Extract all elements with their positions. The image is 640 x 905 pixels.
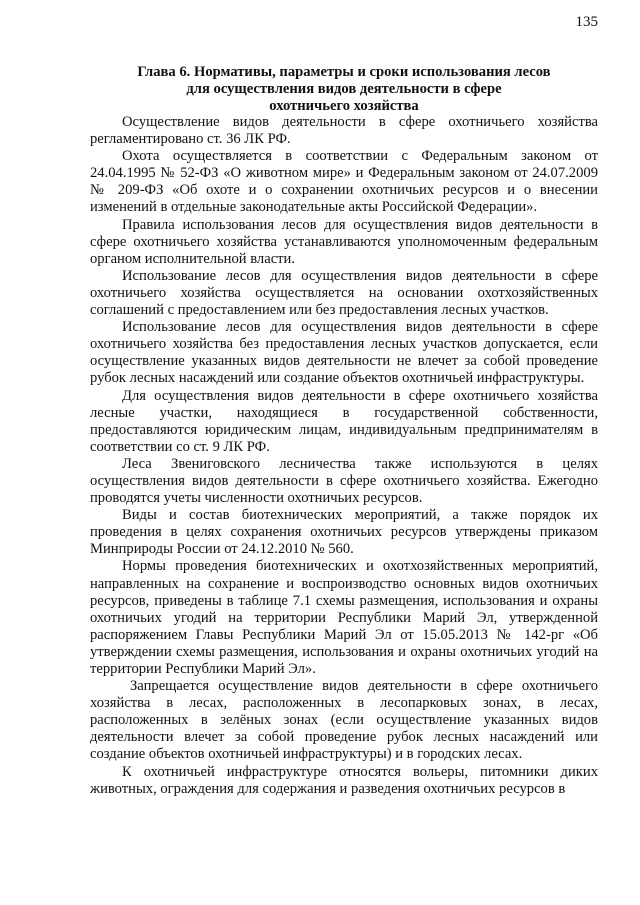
paragraph: Использование лесов для осуществления видов деятельности в сфере охотничьего хозяйства без предоставления лесных участков допускается, если осуществление указанных видов деятельности не влечет за собой проведение рубок лесных насаждений или создание объектов охотничьей инфраструктуры.: [90, 319, 598, 387]
paragraph: Для осуществления видов деятельности в сфере охотничьего хозяйства лесные участки, находящиеся в государственной собственности, предоставляются юридическим лицам, индивидуальным предпринимателям в соответствии со ст. 9 ЛК РФ.: [90, 387, 598, 455]
paragraph: Запрещается осуществление видов деятельности в сфере охотничьего хозяйства в лесах, расположенных в лесопарковых зонах, в лесах, расположенных в зелёных зонах (если осуществление указанных видов деятельности влечет за собой проведение рубок лесных насаждений или создание объектов охотничьей инфраструктуры) и в городских лесах.: [90, 678, 598, 763]
paragraph: Правила использования лесов для осуществления видов деятельности в сфере охотничьего хозяйства устанавливаются уполномоченным федеральным органом исполнительной власти.: [90, 216, 598, 267]
body-text: [90, 114, 598, 798]
paragraph: Использование лесов для осуществления видов деятельности в сфере охотничьего хозяйства осуществляется на основании охотхозяйственных соглашений с предоставлением или без предоставления лесных участков.: [90, 267, 598, 319]
chapter-heading-line-1: Глава 6. Нормативы, параметры и сроки использования лесов: [137, 64, 551, 80]
paragraph: К охотничьей инфраструктуре относятся вольеры, питомники диких животных, ограждения для содержания и разведения охотничьих ресурсов в: [90, 763, 598, 797]
chapter-heading: [90, 64, 598, 115]
paragraph: Охота осуществляется в соответствии с Федеральным законом от 24.04.1995 № 52-ФЗ «О животном мире» и Федеральным законом от 24.07.2009 № 209-ФЗ «Об охоте и о сохранении охотничьих ресурсов и о внесении изменений в отдельные законодательные акты Российской Федерации».: [90, 148, 598, 216]
page-number: 135: [575, 14, 598, 30]
chapter-heading-line-3: охотничьего хозяйства: [269, 98, 419, 114]
paragraph: Нормы проведения биотехнических и охотхозяйственных мероприятий, направленных на сохранение и воспроизводство основных видов охотничьих ресурсов, приведены в таблице 7.1 схемы размещения, использования и охраны охотничьих угодий на территории Республики Марий Эл, утвержденной распоряжением Главы Республики Марий Эл от 15.05.2013 № 142-рг «Об утверждении схемы размещения, использования и охраны охотничьих угодий на территории Республики Марий Эл».: [90, 558, 598, 677]
paragraph: Осуществление видов деятельности в сфере охотничьего хозяйства регламентировано ст. 36 ЛК РФ.: [90, 114, 598, 148]
paragraph: Виды и состав биотехнических мероприятий, а также порядок их проведения в целях сохранения охотничьих ресурсов утверждены приказом Минприроды России от 24.12.2010 № 560.: [90, 507, 598, 558]
paragraph: Леса Звениговского лесничества также используются в целях осуществления видов деятельности в сфере охотничьего хозяйства. Ежегодно проводятся учеты численности охотничьих ресурсов.: [90, 455, 598, 507]
chapter-heading-line-2: для осуществления видов деятельности в сфере: [186, 81, 502, 97]
